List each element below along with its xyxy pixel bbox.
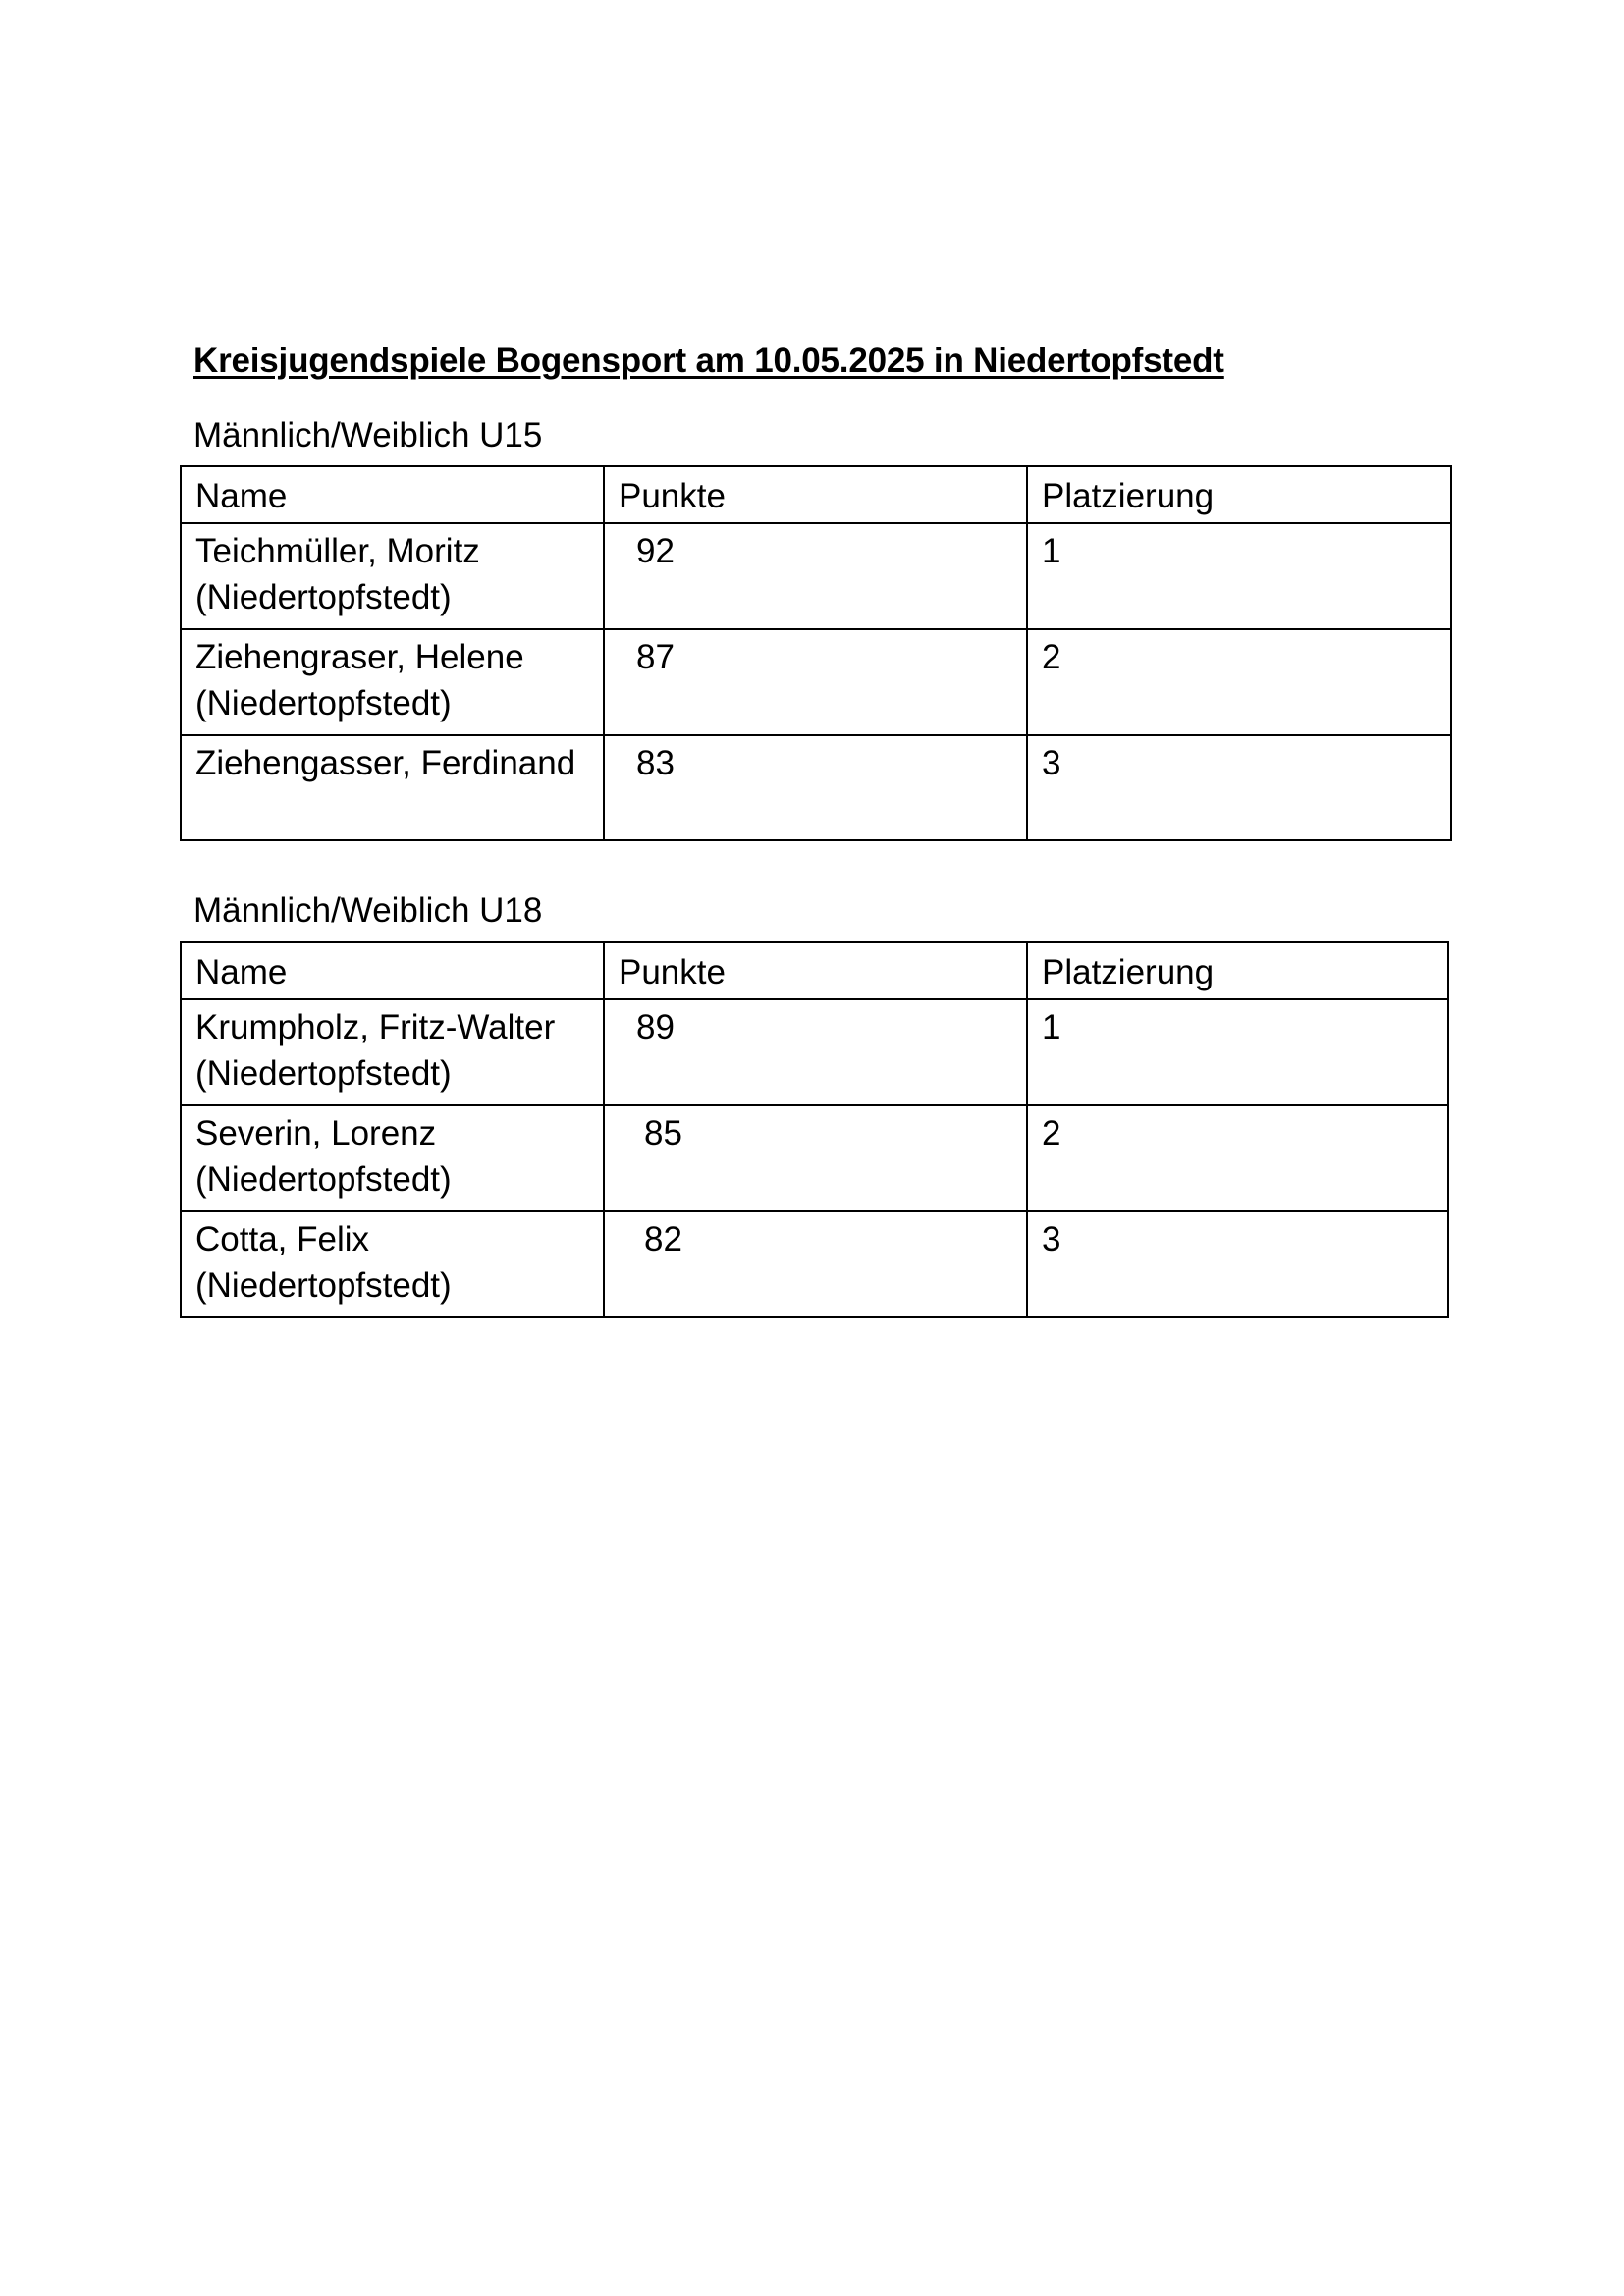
participant-club: (Niedertopfstedt) [195, 684, 452, 722]
rank-cell: 2 [1027, 629, 1451, 735]
points-value: 83 [636, 744, 675, 782]
header-rank: Platzierung [1027, 942, 1448, 999]
participant-name: Cotta, Felix [195, 1220, 369, 1258]
rank-cell: 3 [1027, 735, 1451, 840]
points-cell [604, 1105, 1027, 1211]
table-row [181, 735, 1451, 840]
participant-club: (Niedertopfstedt) [195, 1266, 452, 1305]
header-name: Name [181, 942, 604, 999]
participant-club: (Niedertopfstedt) [195, 578, 452, 616]
rank-cell: 3 [1027, 1211, 1448, 1317]
participant-name: Ziehengasser, Ferdinand [195, 744, 576, 782]
points-cell [604, 999, 1027, 1105]
table-row [181, 1211, 1448, 1317]
points-cell [604, 735, 1027, 840]
participant-name: Teichmüller, Moritz [195, 532, 480, 570]
rank-cell: 1 [1027, 523, 1451, 629]
points-value: 87 [636, 638, 675, 676]
page-title: Kreisjugendspiele Bogensport am 10.05.2025 in Niedertopfstedt [193, 342, 1224, 380]
points-cell [604, 523, 1027, 629]
name-cell [181, 1105, 604, 1211]
section-label-u15: Männlich/Weiblich U15 [193, 416, 543, 454]
points-value: 89 [636, 1008, 675, 1046]
points-value: 82 [644, 1220, 682, 1258]
points-cell [604, 1211, 1027, 1317]
header-points: Punkte [604, 942, 1027, 999]
participant-name: Krumpholz, Fritz-Walter [195, 1008, 556, 1046]
header-rank: Platzierung [1027, 466, 1451, 523]
points-value: 85 [644, 1114, 682, 1152]
name-cell [181, 523, 604, 629]
table-row [181, 999, 1448, 1105]
table-header-row [181, 942, 1448, 999]
participant-name: Severin, Lorenz [195, 1114, 437, 1152]
participant-club: (Niedertopfstedt) [195, 1054, 452, 1093]
header-name: Name [181, 466, 604, 523]
table-row [181, 1105, 1448, 1211]
name-cell [181, 735, 604, 840]
rank-cell: 1 [1027, 999, 1448, 1105]
table-row [181, 523, 1451, 629]
section-label-u18: Männlich/Weiblich U18 [193, 891, 543, 930]
header-points: Punkte [604, 466, 1027, 523]
points-cell [604, 629, 1027, 735]
points-value: 92 [636, 532, 675, 570]
results-table-u15 [180, 465, 1452, 841]
participant-club: (Niedertopfstedt) [195, 1160, 452, 1199]
table-row [181, 629, 1451, 735]
name-cell [181, 1211, 604, 1317]
results-table-u18 [180, 941, 1449, 1318]
name-cell [181, 999, 604, 1105]
table-header-row [181, 466, 1451, 523]
rank-cell: 2 [1027, 1105, 1448, 1211]
name-cell [181, 629, 604, 735]
participant-name: Ziehengraser, Helene [195, 638, 524, 676]
